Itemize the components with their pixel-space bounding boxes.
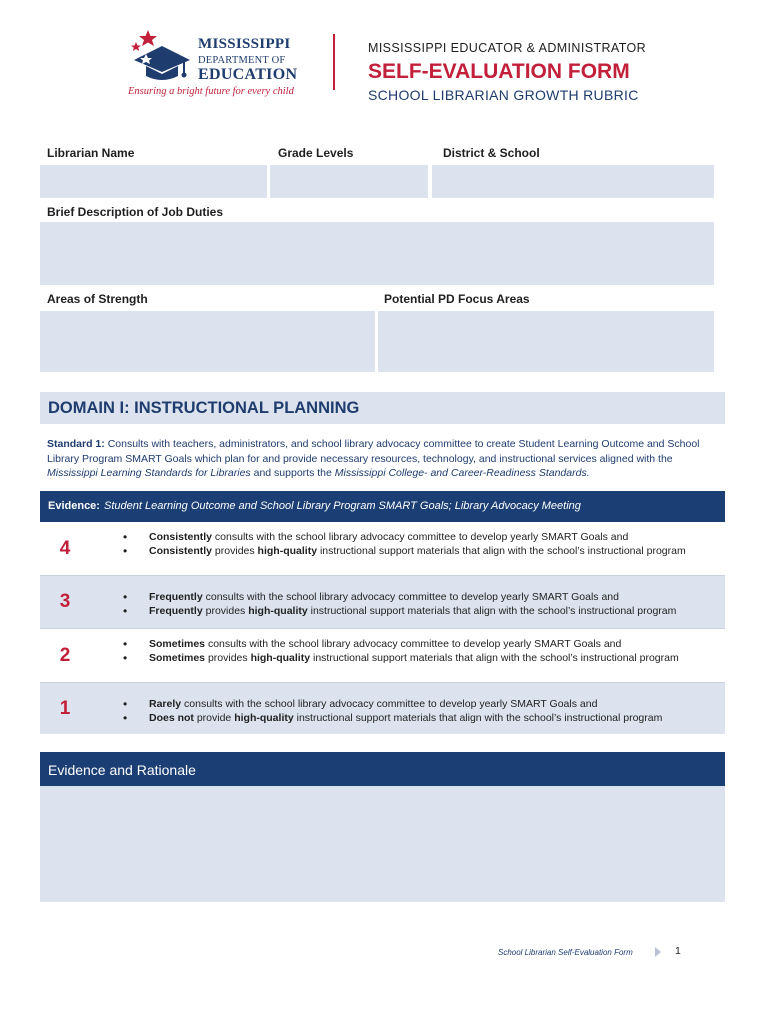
score-number: 3 (59, 591, 71, 612)
page-number: 1 (675, 945, 681, 957)
standard-italic-2: Mississippi College- and Career-Readiness Standards. (334, 467, 590, 479)
job-duties-field[interactable] (40, 222, 714, 285)
rubric-bullet: • Frequently consults with the school library advocacy committee to develop yearly SMART Goals and (123, 590, 723, 604)
domain-title: DOMAIN I: INSTRUCTIONAL PLANNING (48, 399, 360, 417)
domain-banner (40, 392, 725, 424)
strength-field[interactable] (40, 311, 375, 372)
rationale-field[interactable] (40, 786, 725, 902)
graduation-cap-star-icon (126, 28, 196, 86)
logo-tagline: Ensuring a bright future for every child (128, 86, 294, 97)
grade-levels-label: Grade Levels (278, 146, 354, 160)
form-title: SELF-EVALUATION FORM (368, 60, 630, 83)
standard-label: Standard 1: (47, 438, 105, 450)
job-duties-label: Brief Description of Job Duties (47, 205, 224, 219)
evidence-bar (40, 491, 725, 522)
form-subtitle: SCHOOL LIBRARIAN GROWTH RUBRIC (368, 87, 639, 103)
pd-focus-field[interactable] (378, 311, 714, 372)
agency-title: MISSISSIPPI EDUCATOR & ADMINISTRATOR (368, 41, 647, 55)
rubric-row-2[interactable] (40, 629, 725, 682)
logo-line-3: EDUCATION (198, 66, 298, 83)
logo-line-2: DEPARTMENT OF (198, 55, 286, 66)
rubric-row-3[interactable] (40, 576, 725, 628)
rubric-bullet: • Consistently provides high-quality instructional support materials that align with the school’s instructional program (123, 544, 723, 558)
standard-italic-1: Mississippi Learning Standards for Libraries (47, 467, 251, 479)
rationale-bar (40, 752, 725, 786)
rubric-row-4[interactable] (40, 522, 725, 576)
rubric-bullets (123, 697, 723, 725)
standard-text (47, 437, 722, 481)
footer-arrow-icon (655, 947, 661, 957)
rubric-bullet: • Consistently consults with the school library advocacy committee to develop yearly SMART Goals and (123, 530, 723, 544)
header-divider (333, 34, 335, 90)
footer-text: School Librarian Self-Evaluation Form (498, 948, 633, 957)
rubric-bullets (123, 590, 723, 618)
standard-body-1: Consults with teachers, administrators, and school library advocacy committee to create Student Learning Outcome and School Library Program SMART Goals which plan for and provide necessary resources, technology, and instructional services aligned with the (47, 438, 700, 465)
grade-levels-field[interactable] (270, 165, 428, 198)
evidence-text: Student Learning Outcome and School Library Program SMART Goals; Library Advocacy Meeting (104, 500, 581, 512)
rationale-title: Evidence and Rationale (48, 762, 196, 778)
rubric-bullet: • Rarely consults with the school library advocacy committee to develop yearly SMART Goals and (123, 697, 723, 711)
librarian-name-label: Librarian Name (47, 146, 135, 160)
rubric-bullet: • Frequently provides high-quality instructional support materials that align with the school’s instructional program (123, 604, 723, 618)
rubric-bullets (123, 530, 723, 558)
district-school-label: District & School (443, 146, 540, 160)
rubric-bullets (123, 637, 723, 665)
pd-focus-label: Potential PD Focus Areas (384, 292, 530, 306)
score-number: 1 (59, 697, 71, 719)
strength-label: Areas of Strength (47, 292, 148, 306)
mde-logo (126, 28, 326, 104)
rubric-bullet: • Sometimes consults with the school library advocacy committee to develop yearly SMART Goals and (123, 637, 723, 651)
score-number: 2 (59, 644, 71, 666)
logo-line-1: MISSISSIPPI (198, 36, 291, 52)
rubric-bullet: • Sometimes provides high-quality instructional support materials that align with the school’s instructional program (123, 651, 723, 665)
district-school-field[interactable] (432, 165, 714, 198)
score-number: 4 (59, 538, 71, 559)
evidence-label: Evidence: (48, 500, 100, 512)
rubric-row-1[interactable] (40, 683, 725, 734)
standard-body-2: and supports the (253, 467, 332, 479)
librarian-name-field[interactable] (40, 165, 267, 198)
rubric-bullet: • Does not provide high-quality instructional support materials that align with the school’s instructional program (123, 711, 723, 725)
